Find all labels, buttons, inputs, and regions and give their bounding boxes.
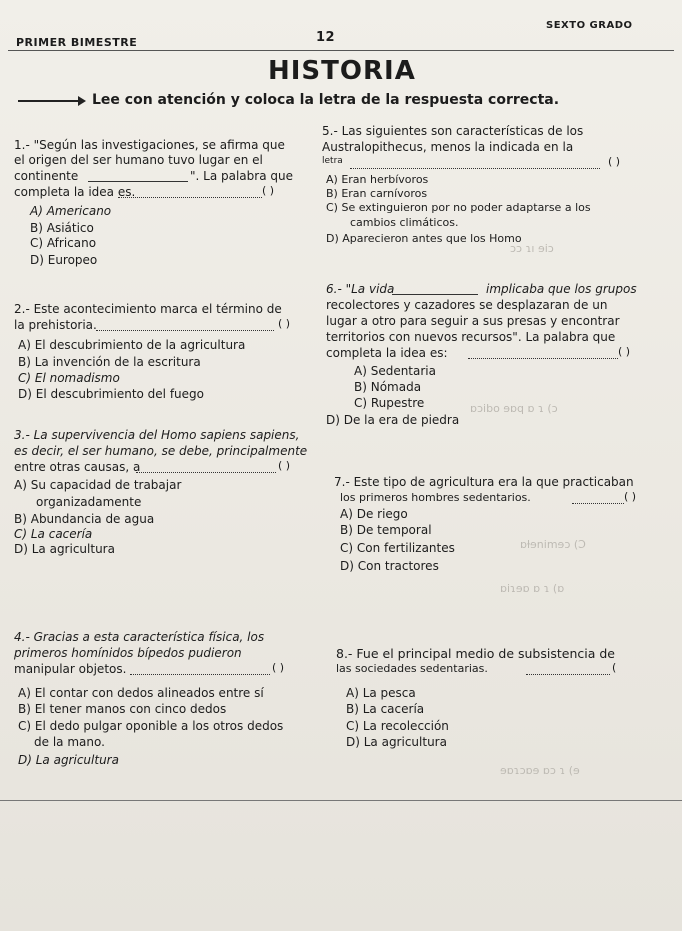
q1-line: continente [14,169,79,183]
q6-line: lugar a otro para seguir a sus presas y encontrar [326,314,620,328]
q8-answer-box[interactable]: ( [612,661,617,674]
header-rule [8,50,674,51]
q3-option-d[interactable]: D) La agricultura [14,542,115,556]
q8-line: las sociedades sedentarias. [336,662,488,675]
bottom-rule [0,800,682,801]
bleed-through: ɒƚɘnimɘɔ (Ɔ [520,538,586,551]
q8-option-a[interactable]: A) La pesca [346,686,416,700]
q6-line: 6.- "La vida [326,282,395,296]
q6-option-d[interactable]: D) De la era de piedra [326,413,460,427]
q7-option-b[interactable]: B) De temporal [340,523,432,537]
q2-option-b[interactable]: B) La invención de la escritura [18,355,201,369]
q1-answer-line [118,197,262,198]
q1-line: 1.- "Según las investigaciones, se afirma que [14,138,285,152]
bleed-through: ɒiɿɘɒ ɒ ɿ (ɒ [500,582,565,595]
q3-line: entre otras causas, a [14,460,141,474]
q1-line: completa la idea es. [14,185,136,199]
q7-answer-line [572,503,624,504]
q6-line: implicaba que los grupos [486,282,637,296]
q1-option-b[interactable]: B) Asiático [30,221,94,235]
bleed-through: ɘɒɿɔɒɘ ɒɔ ɿ (ɘ [500,764,580,777]
q5-line: 5.- Las siguientes son características de los [322,124,584,138]
q5-option-a[interactable]: A) Eran herbívoros [326,173,429,186]
q7-option-a[interactable]: A) De riego [340,507,408,521]
q5-line: Australopithecus, menos la indicada en la [322,140,574,154]
q4-option-c[interactable]: C) El dedo pulgar oponible a los otros dedos [18,719,284,733]
bimester-label: PRIMER BIMESTRE [16,36,138,49]
q3-line: 3.- La supervivencia del Homo sapiens sapiens, [14,428,300,442]
q6-option-b[interactable]: B) Nómada [354,380,422,394]
q8-answer-line [526,674,610,675]
q3-option-b[interactable]: B) Abundancia de agua [14,512,155,526]
q8-option-c[interactable]: C) La recolección [346,719,449,733]
bleed-through: ɔɔ ɿı ɘiɔ [510,242,554,255]
q1-option-a[interactable]: A) Americano [30,204,112,218]
q8-line: 8.- Fue el principal medio de subsistencia de [336,646,615,661]
q6-option-a[interactable]: A) Sedentaria [354,364,436,378]
q6-answer-line [468,358,618,359]
q4-line: primeros homínidos bípedos pudieron [14,646,242,660]
q7-line: los primeros hombres sedentarios. [340,491,531,504]
q3-answer-line [136,472,276,473]
q6-fill-blank[interactable] [392,294,478,295]
q2-option-c[interactable]: C) El nomadismo [18,371,120,385]
q4-option-d[interactable]: D) La agricultura [18,753,119,767]
q5-option-b[interactable]: B) Eran carnívoros [326,187,428,200]
q7-option-c[interactable]: C) Con fertilizantes [340,541,455,555]
q3-answer-box[interactable]: ( ) [278,459,291,472]
page-number: 12 [316,30,336,45]
q4-line: manipular objetos. [14,662,127,676]
q4-line: 4.- Gracias a esta característica física, los [14,630,265,644]
q5-answer-line [350,168,600,169]
q2-line: 2.- Este acontecimiento marca el término de [14,302,282,316]
q6-line: territorios con nuevos recursos". La palabra que [326,330,616,344]
q4-answer-box[interactable]: ( ) [272,661,285,674]
q3-line: es decir, el ser humano, se debe, principalmente [14,444,308,458]
q4-option-a[interactable]: A) El contar con dedos alineados entre sí [18,686,264,700]
q2-option-d[interactable]: D) El descubrimiento del fuego [18,387,204,401]
q1-line: el origen del ser humano tuvo lugar en el [14,153,263,167]
q5-option-d[interactable]: D) Aparecieron antes que los Homo [326,232,522,245]
q6-line: completa la idea es: [326,346,448,360]
q7-answer-box[interactable]: ( ) [624,490,637,503]
q2-line: la prehistoria. [14,318,97,332]
grade-label: SEXTO GRADO [546,20,633,31]
q8-option-d[interactable]: D) La agricultura [346,735,447,749]
q6-option-c[interactable]: C) Rupestre [354,396,425,410]
q7-option-d[interactable]: D) Con tractores [340,559,439,573]
q8-option-b[interactable]: B) La cacería [346,702,425,716]
q3-option-c[interactable]: C) La cacería [14,527,93,541]
q3-option-a[interactable]: A) Su capacidad de trabajar [14,478,182,492]
bleed-through: ɒɔibo ɘɒq ɒ ɿ (ɔ [470,402,558,415]
q4-option-b[interactable]: B) El tener manos con cinco dedos [18,702,227,716]
q1-answer-box[interactable]: ( ) [262,184,275,197]
q6-answer-box[interactable]: ( ) [618,345,631,358]
q4-option-c-cont: de la mano. [34,735,105,749]
q5-answer-box[interactable]: ( ) [608,155,621,168]
q1-option-c[interactable]: C) Africano [30,236,97,250]
q2-answer-box[interactable]: ( ) [278,317,291,330]
q1-line: ". La palabra que [190,169,293,183]
q3-option-a-cont: organizadamente [36,495,142,509]
arrow-right-icon [18,100,84,102]
q7-line: 7.- Este tipo de agricultura era la que practicaban [334,475,634,489]
q4-answer-line [130,674,270,675]
q1-fill-blank[interactable] [88,181,188,182]
q2-answer-line [96,330,274,331]
q5-option-c-cont: cambios climáticos. [350,216,459,229]
page-title: HISTORIA [268,56,416,86]
q1-option-d[interactable]: D) Europeo [30,253,98,267]
q6-line: recolectores y cazadores se desplazaran de un [326,298,608,312]
q2-option-a[interactable]: A) El descubrimiento de la agricultura [18,338,246,352]
q5-option-c[interactable]: C) Se extinguieron por no poder adaptarse a los [326,201,591,214]
instructions: Lee con atención y coloca la letra de la respuesta correcta. [92,92,560,108]
q5-line: letra [322,156,343,166]
